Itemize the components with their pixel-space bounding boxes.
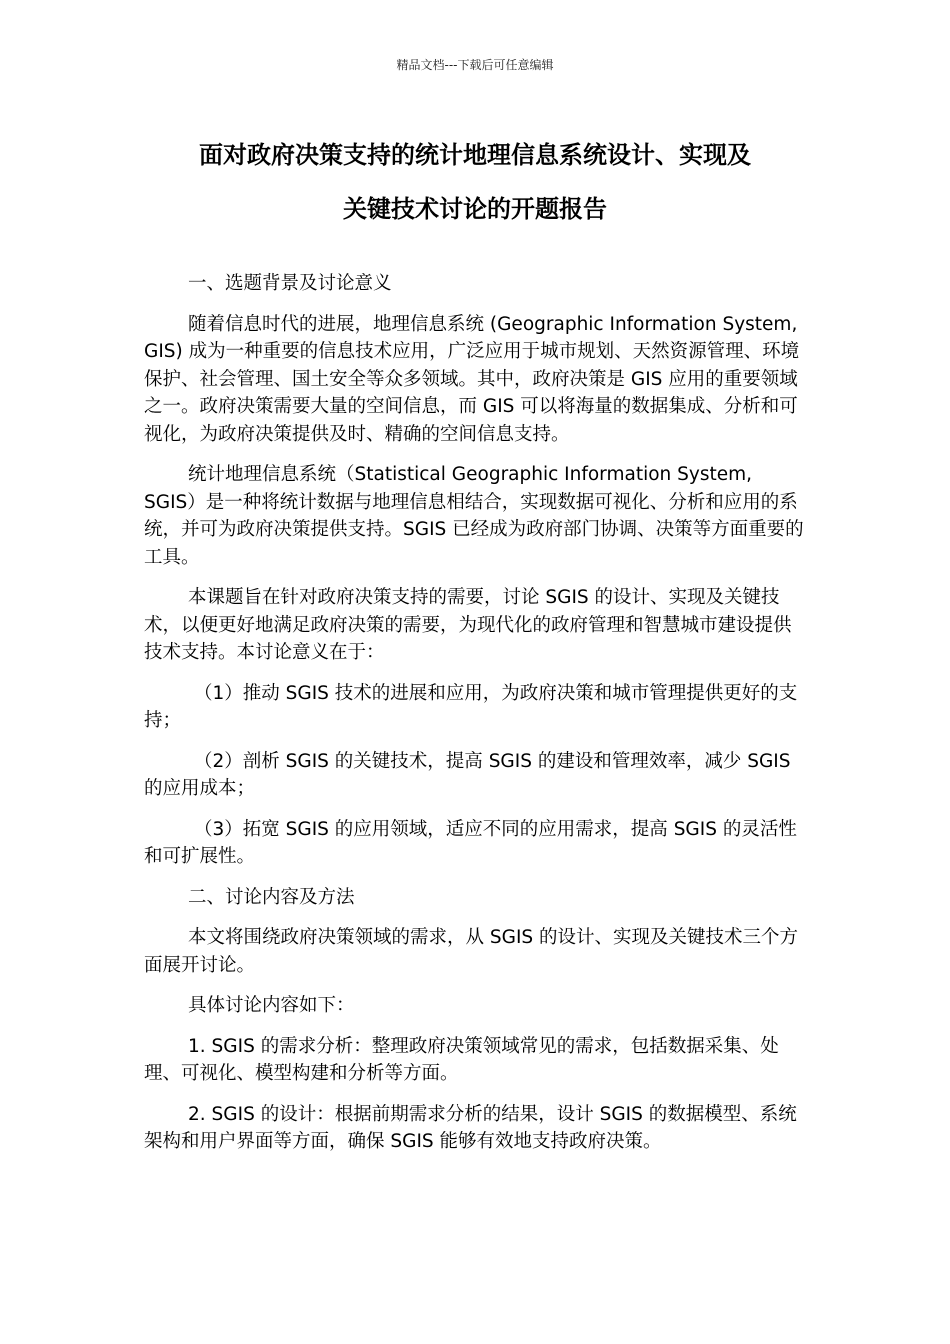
- header-note: 精品文档---下载后可任意编辑: [396, 58, 554, 72]
- document-title-line-1: 面对政府决策支持的统计地理信息系统设计、实现及: [199, 141, 751, 169]
- document-body: [144, 270, 809, 1169]
- list-item: （2）剖析 SGIS 的关键技术，提高 SGIS 的建设和管理效率，减少 SGIS 的应用成本；: [144, 750, 791, 799]
- section-heading: 二、讨论内容及方法: [188, 886, 355, 908]
- list-item: 2. SGIS 的设计：根据前期需求分析的结果，设计 SGIS 的数据模型、系统架构和用户界面等方面，确保 SGIS 能够有效地支持政府决策。: [144, 1103, 797, 1152]
- document-title-line-2: 关键技术讨论的开题报告: [343, 195, 607, 223]
- paragraph: 本课题旨在针对政府决策支持的需要，讨论 SGIS 的设计、实现及关键技术，以便更好地满足政府决策的需要，为现代化的政府管理和智慧城市建设提供技术支持。本讨论意义在于：: [144, 587, 792, 663]
- list-item: （3）拓宽 SGIS 的应用领域，适应不同的应用需求，提高 SGIS 的灵活性和可扩展性。: [144, 818, 797, 867]
- section-heading: 一、选题背景及讨论意义: [188, 273, 392, 294]
- paragraph: 具体讨论内容如下：: [188, 995, 355, 1016]
- paragraph: 本文将围绕政府决策领域的需求，从 SGIS 的设计、实现及关键技术三个方面展开讨论。: [144, 927, 799, 976]
- list-item: （1）推动 SGIS 技术的进展和应用，为政府决策和城市管理提供更好的支持；: [144, 682, 798, 731]
- paragraph: 统计地理信息系统（Statistical Geographic Information System, SGIS）是一种将统计数据与地理信息相结合，实现数据可视化、分析和应用的系统，并可为政府决策提供支持。SGIS 已经成为政府部门协调、决策等方面重要的工具。: [144, 464, 804, 568]
- paragraph: 随着信息时代的进展，地理信息系统 (Geographic Information System, GIS) 成为一种重要的信息技术应用，广泛应用于城市规划、天然资源管理、环境保护、社会管理、国土安全等众多领域。其中，政府决策是 GIS 应用的重要领域之一。政府决策需要大量的空间信息，而 GIS 可以将海量的数据集成、分析和可视化，为政府决策提供及时、精确的空间信息支持。: [144, 313, 800, 445]
- list-item: 1. SGIS 的需求分析：整理政府决策领域常见的需求，包括数据采集、处理、可视化、模型构建和分析等方面。: [144, 1035, 779, 1084]
